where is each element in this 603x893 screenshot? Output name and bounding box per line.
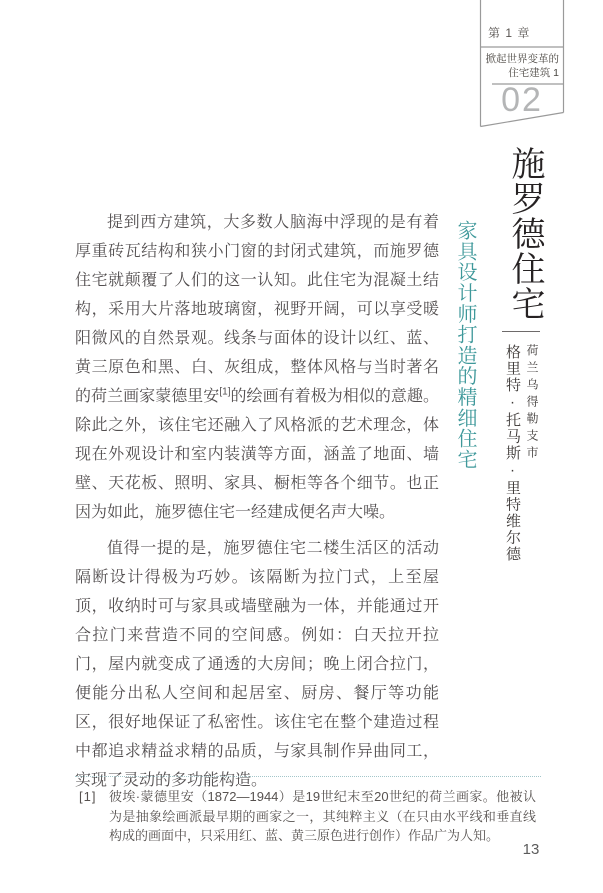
paragraph-1-text-cont: 的绘画有着极为相似的意趣。除此之外，该住宅还融入了风格派的艺术理念，体现在外观设计和室内装潢等方面，涵盖了地面、墙壁、天花板、照明、家具、橱柜等各个细节。也正因为如此，施罗德住宅一经建成便名声大噪。 <box>75 388 439 521</box>
location-label: 荷兰乌得勒支市 <box>525 344 539 463</box>
footnote-marker: [1] <box>79 789 97 804</box>
title-divider <box>502 331 540 332</box>
chapter-badge <box>479 0 565 132</box>
chapter-series-line1: 掀起世界变革的 <box>485 53 559 65</box>
paragraph-2: 值得一提的是，施罗德住宅二楼生活区的活动隔断设计得极为巧妙。该隔断为拉门式，上至屋顶，收纳时可与家具或墙壁融为一体，并能通过开合拉门来营造不同的空间感。例如：白天拉开拉门，屋内就变成了通透的大房间；晚上闭合拉门，便能分出私人空间和起居室、厨房、餐厅等功能区，很好地保证了私密性。该住宅在整个建造过程中都追求精益求精的品质，与家具制作异曲同工，实现了灵动的多功能构造。 <box>75 540 439 789</box>
architect-label: 格里特·托马斯·里特维尔德 <box>504 344 521 563</box>
chapter-series-line2: 住宅建筑 1 <box>508 66 559 79</box>
footnote-divider <box>75 776 541 777</box>
chapter-series-title <box>485 53 559 80</box>
tagline: 家具设计师打造的精细住宅 <box>454 220 476 470</box>
chapter-label: 第 1 章 <box>488 26 531 40</box>
paragraph-1-text: 提到西方建筑，大多数人脑海中浮现的是有着厚重砖瓦结构和狭小门窗的封闭式建筑，而施罗德住宅就颠覆了人们的这一认知。此住宅为混凝土结构，采用大片落地玻璃窗，视野开阔，可以享受暖阳微风的自然景观。线条与面体的设计以红、蓝、黄三原色和黑、白、灰组成，整体风格与当时著名的荷兰画家蒙德里安 <box>75 214 439 405</box>
section-number: 02 <box>501 81 543 119</box>
footnote-ref: [1] <box>219 386 231 398</box>
page-title: 施罗德住宅 <box>506 146 544 321</box>
footnote <box>79 787 536 846</box>
page-number: 13 <box>522 841 540 858</box>
body-text <box>75 208 439 795</box>
paragraph-1 <box>75 208 439 527</box>
footnote-text: 彼埃·蒙德里安（1872—1944）是19世纪末至20世纪的荷兰画家。他被认为是抽象绘画派最早期的画家之一，其纯粹主义（在只由水平线和垂直线构成的画面中，只采用红、蓝、黄三原色进行创作）作品广为人知。 <box>109 789 536 843</box>
